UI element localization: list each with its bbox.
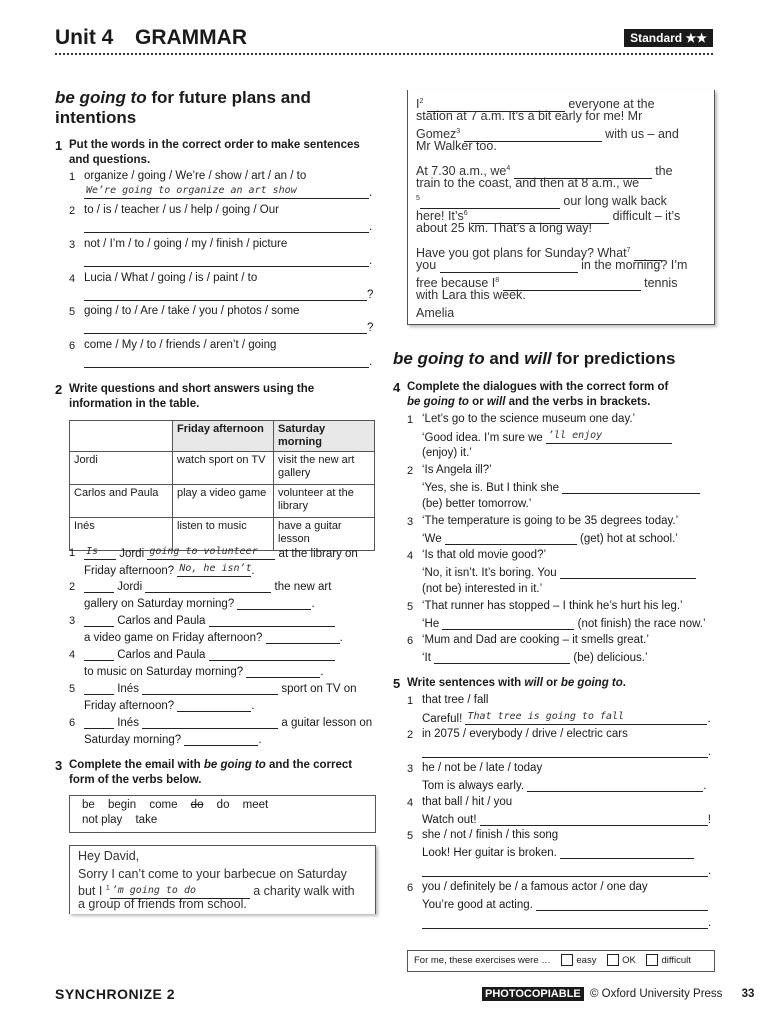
- exercise-instruction: Put the words in the correct order to make sentences and questions.: [69, 139, 360, 166]
- email-greeting: Hey David,: [78, 849, 140, 863]
- answer-field[interactable]: [560, 846, 694, 859]
- answer-field[interactable]: [527, 779, 703, 792]
- answer-field[interactable]: [562, 481, 700, 494]
- word-option: not play: [82, 814, 123, 826]
- answer-field[interactable]: [480, 813, 708, 826]
- info-table: [69, 420, 375, 551]
- word-option: come: [149, 799, 178, 811]
- level-badge: [624, 29, 713, 47]
- answer-field[interactable]: [442, 617, 574, 630]
- level-label: Standard: [630, 31, 683, 45]
- exercise-number: 5: [393, 676, 401, 691]
- section-title-plans: be going to for future plans and intentions: [55, 88, 311, 127]
- copyright-text: © Oxford University Press: [589, 988, 723, 1000]
- answer-field[interactable]: Is: [84, 546, 116, 560]
- footer-brand: SYNCHRONIZE 2: [55, 986, 176, 1002]
- answer-field[interactable]: [84, 580, 114, 593]
- answer-field[interactable]: [445, 532, 577, 545]
- feedback-label: For me, these exercises were …: [414, 955, 551, 966]
- exercise-instruction: Complete the dialogues with the correct form of be going to or will and the verbs in brackets.: [407, 381, 669, 408]
- answer-field[interactable]: going to volunteer: [147, 546, 275, 560]
- exercise-instruction: Complete the email with be going to and the correct form of the verbs below.: [69, 759, 353, 786]
- exercise-instruction: Write questions and short answers using the information in the table.: [69, 383, 315, 410]
- answer-field[interactable]: We’re going to organize an art show: [84, 185, 369, 199]
- answer-field[interactable]: [145, 580, 271, 593]
- answer-field[interactable]: [440, 260, 578, 273]
- exercise-number: 3: [55, 758, 63, 773]
- exercise-number: 4: [393, 380, 401, 395]
- table-row: Carlos and Paula play a video game volunteer at the library: [70, 485, 375, 518]
- table-row: Inés listen to music have a guitar lesson: [70, 518, 375, 551]
- answer-field[interactable]: [209, 614, 335, 627]
- easy-checkbox[interactable]: [561, 954, 573, 966]
- answer-field[interactable]: ’m going to do: [110, 885, 250, 899]
- exercise-number: 1: [55, 138, 63, 153]
- feedback-box: For me, these exercises were … easy OK difficult: [407, 950, 715, 972]
- word-option: do: [216, 799, 230, 811]
- answer-field[interactable]: [142, 682, 278, 695]
- answer-field[interactable]: [560, 566, 696, 579]
- footer-right: [482, 988, 754, 1000]
- photocopiable-badge: PHOTOCOPIABLE: [482, 987, 584, 1001]
- answer-field[interactable]: [237, 597, 311, 610]
- word-box: [69, 795, 376, 833]
- answer-field[interactable]: [266, 631, 340, 644]
- exercise-number: 2: [55, 382, 63, 397]
- email-box-part1: Hey David, Sorry I can’t come to your barbecue on Saturday but I $^1$ ’m going to do a charity walk with a group of friends from school.: [69, 845, 376, 914]
- page-title: GRAMMAR: [135, 26, 247, 49]
- table-row: Jordi watch sport on TV visit the new art gallery: [70, 452, 375, 485]
- answer-field[interactable]: [84, 288, 367, 301]
- page-header: [55, 26, 713, 54]
- answer-field[interactable]: [84, 355, 369, 368]
- answer-field[interactable]: [84, 321, 367, 334]
- answer-field[interactable]: [84, 220, 369, 233]
- answer-field[interactable]: [246, 665, 320, 678]
- table-header-row: Friday afternoon Saturday morning: [70, 421, 375, 452]
- answer-field[interactable]: [84, 648, 114, 661]
- answer-field[interactable]: [177, 699, 251, 712]
- answer-field[interactable]: [209, 648, 335, 661]
- answer-field[interactable]: That tree is going to fall: [465, 711, 707, 725]
- answer-field[interactable]: [84, 254, 369, 267]
- answer-field[interactable]: [434, 651, 570, 664]
- answer-field[interactable]: [84, 614, 114, 627]
- exercise-instruction: Write sentences with will or be going to.: [407, 677, 626, 689]
- page-number: 33: [741, 988, 755, 1000]
- email-box-part2: $I^2$ everyone at the station at 7 a.m. It’s a bit early for me! Mr Gomez$^3$ with us – and Mr Walker too. At 7.30 a.m., $we^4$ the train to the coast, and then at 8 a.m., we $^5$ our long walk back here! $It’s^6$ difficult – it’s about 25 km. That’s a long way! Have you got plans for Sunday? What$^7$ you in the morning? I’m free because $I^8$ tennis with Lara this week. Amelia: [407, 90, 715, 325]
- section-title-predictions: be going to and will for predictions: [393, 349, 676, 368]
- ok-checkbox[interactable]: [607, 954, 619, 966]
- answer-field[interactable]: [84, 716, 114, 729]
- answer-field[interactable]: [84, 682, 114, 695]
- answer-field[interactable]: [536, 898, 708, 911]
- difficult-checkbox[interactable]: [646, 954, 658, 966]
- answer-field[interactable]: [422, 864, 708, 877]
- answer-field[interactable]: [422, 916, 708, 929]
- answer-field[interactable]: [422, 745, 708, 758]
- answer-field[interactable]: No, he isn’t: [177, 563, 251, 577]
- answer-field[interactable]: [142, 716, 278, 729]
- unit-label: Unit 4: [55, 26, 114, 49]
- word-option-used: do: [190, 799, 204, 811]
- word-option: be: [82, 799, 95, 811]
- word-option: meet: [242, 799, 269, 811]
- email-signature: Amelia: [416, 306, 455, 320]
- star-rating: ★★: [685, 31, 707, 45]
- word-option: take: [135, 814, 158, 826]
- answer-field[interactable]: ’ll enjoy: [546, 430, 672, 444]
- answer-field[interactable]: [184, 733, 258, 746]
- word-option: begin: [108, 799, 137, 811]
- header-divider: [55, 53, 713, 55]
